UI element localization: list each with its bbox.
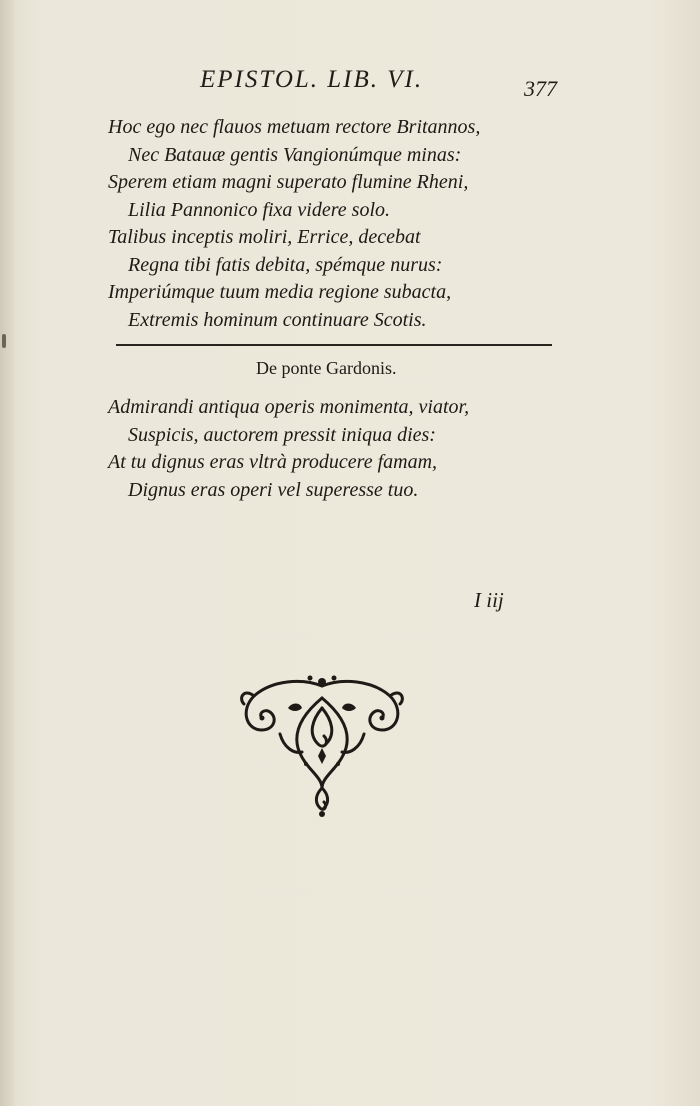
page-edge-mark — [2, 334, 6, 348]
verse-line: Lilia Pannonico fixa videre solo. — [128, 198, 391, 221]
verse-line: Regna tibi fatis debita, spémque nurus: — [128, 253, 443, 276]
verse-line: Imperiúmque tuum media regione subacta, — [108, 281, 452, 303]
verse-line: Nec Batauæ gentis Vangionúmque minas: — [128, 143, 462, 166]
verse-top — [108, 114, 548, 334]
verse-line: Talibus inceptis moliri, Errice, decebat — [108, 226, 421, 248]
verse-line: Sperem etiam magni superato flumine Rheni, — [108, 171, 469, 193]
verse-line: Hoc ego nec flauos metuam rectore Britannos, — [108, 116, 481, 138]
running-head: EPISTOL. LIB. VI. — [200, 66, 424, 93]
page-gutter — [0, 0, 14, 1106]
signature-mark: I iij — [474, 588, 504, 612]
verse-bottom — [108, 394, 548, 504]
verse-line: Extremis hominum continuare Scotis. — [128, 308, 427, 331]
floral-fleuron-icon — [232, 668, 412, 818]
poem-title: De ponte Gardonis. — [256, 358, 397, 378]
section-divider — [116, 344, 552, 346]
page-number: 377 — [524, 76, 557, 101]
verse-line: Suspicis, auctorem pressit iniqua dies: — [128, 423, 436, 446]
verse-line: At tu dignus eras vltrà producere famam, — [108, 451, 438, 473]
verse-line: Admirandi antiqua operis monimenta, viator, — [108, 396, 470, 418]
verse-line: Dignus eras operi vel superesse tuo. — [128, 478, 419, 501]
